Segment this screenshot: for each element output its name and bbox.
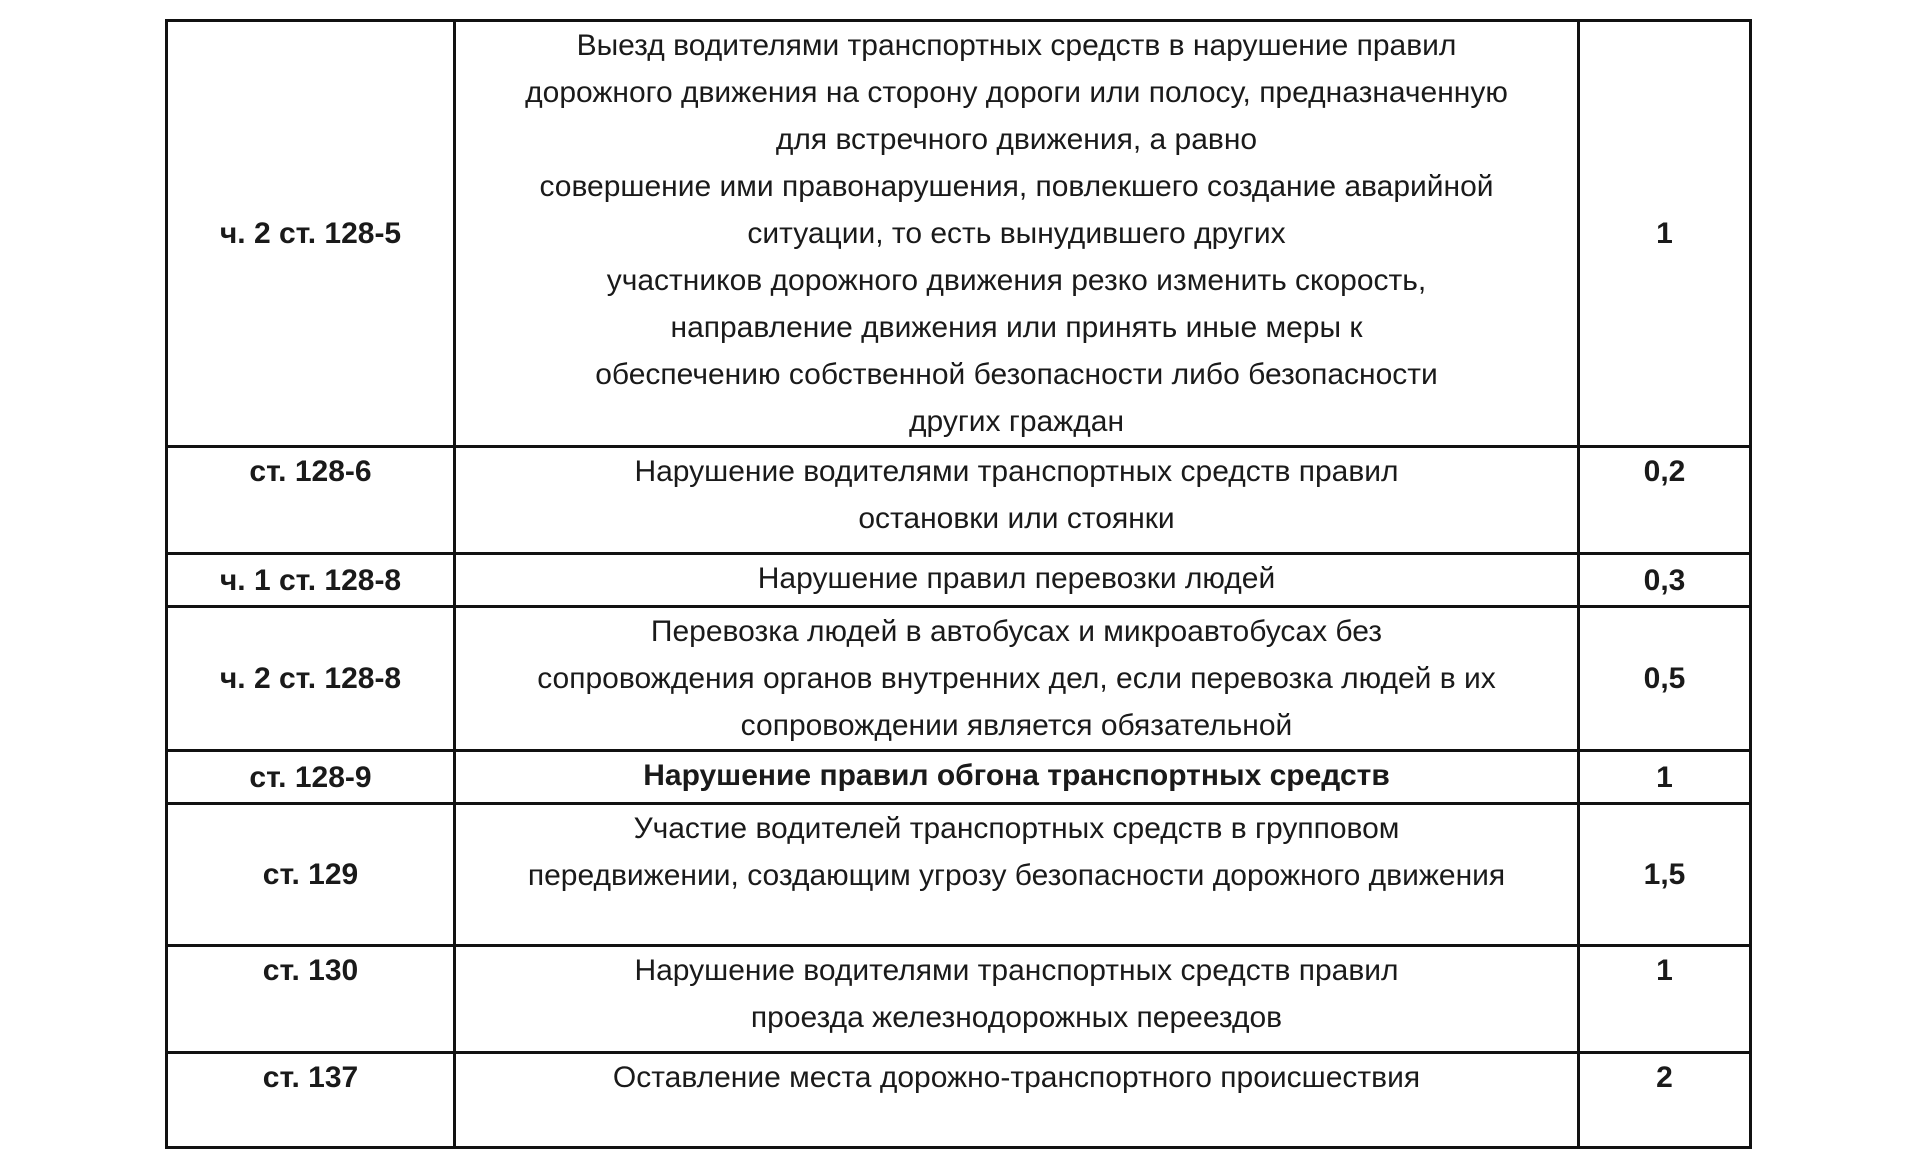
table-row <box>167 607 1751 751</box>
description-line: Нарушение водителями транспортных средств правил <box>634 455 1399 488</box>
article-cell: ч. 2 ст. 128-5 <box>167 21 455 447</box>
description-line: передвижении, создающим угрозу безопасности дорожного движения <box>527 859 1506 892</box>
points-cell: 1,5 <box>1579 804 1751 946</box>
description-cell <box>455 447 1579 554</box>
description-line: участников дорожного движения резко изменить скорость, <box>606 264 1427 297</box>
points-cell: 0,2 <box>1579 447 1751 554</box>
description-line: Перевозка людей в автобусах и микроавтобусах без <box>650 615 1383 648</box>
description-line: Нарушение правил перевозки людей <box>757 562 1276 595</box>
article-cell: ст. 128-6 <box>167 447 455 554</box>
points-cell: 2 <box>1579 1053 1751 1148</box>
description-line: проезда железнодорожных переездов <box>750 1001 1283 1034</box>
article-cell: ст. 137 <box>167 1053 455 1148</box>
table-row <box>167 1053 1751 1148</box>
table-row <box>167 21 1751 447</box>
table-row <box>167 946 1751 1053</box>
article-cell: ч. 2 ст. 128-8 <box>167 607 455 751</box>
description-line: дорожного движения на сторону дороги или полосу, предназначенную <box>525 76 1508 109</box>
description-line: Нарушение водителями транспортных средств правил <box>634 954 1399 987</box>
fines-table <box>165 19 1752 1149</box>
article-cell: ст. 129 <box>167 804 455 946</box>
description-cell <box>455 946 1579 1053</box>
article-cell: ст. 128-9 <box>167 751 455 804</box>
description-line: Выезд водителями транспортных средств в нарушение правил <box>576 29 1457 62</box>
description-line: Участие водителей транспортных средств в групповом <box>633 812 1400 845</box>
description-line: для встречного движения, а равно <box>775 123 1258 156</box>
description-cell <box>455 554 1579 607</box>
table-row <box>167 554 1751 607</box>
points-cell: 0,5 <box>1579 607 1751 751</box>
description-cell <box>455 1053 1579 1148</box>
points-cell: 1 <box>1579 21 1751 447</box>
description-line: других граждан <box>908 405 1125 438</box>
fines-table-container <box>165 19 1749 1149</box>
table-row <box>167 447 1751 554</box>
description-line: совершение ими правонарушения, повлекшего создание аварийной <box>539 170 1494 203</box>
description-line: остановки или стоянки <box>858 502 1175 535</box>
description-line: обеспечению собственной безопасности либо безопасности <box>595 358 1438 391</box>
description-line: сопровождении является обязательной <box>740 709 1293 742</box>
description-line: сопровождения органов внутренних дел, если перевозка людей в их <box>537 662 1496 695</box>
points-cell: 0,3 <box>1579 554 1751 607</box>
description-cell <box>455 804 1579 946</box>
points-cell: 1 <box>1579 751 1751 804</box>
description-line: Оставление места дорожно-транспортного происшествия <box>612 1061 1421 1094</box>
description-cell <box>455 21 1579 447</box>
description-cell <box>455 607 1579 751</box>
article-cell: ст. 130 <box>167 946 455 1053</box>
table-row <box>167 751 1751 804</box>
article-cell: ч. 1 ст. 128-8 <box>167 554 455 607</box>
description-line: направление движения или принять иные меры к <box>670 311 1363 344</box>
points-cell: 1 <box>1579 946 1751 1053</box>
description-line: Нарушение правил обгона транспортных средств <box>643 759 1390 792</box>
description-cell <box>455 751 1579 804</box>
table-row <box>167 804 1751 946</box>
description-line: ситуации, то есть вынудившего других <box>747 217 1286 250</box>
